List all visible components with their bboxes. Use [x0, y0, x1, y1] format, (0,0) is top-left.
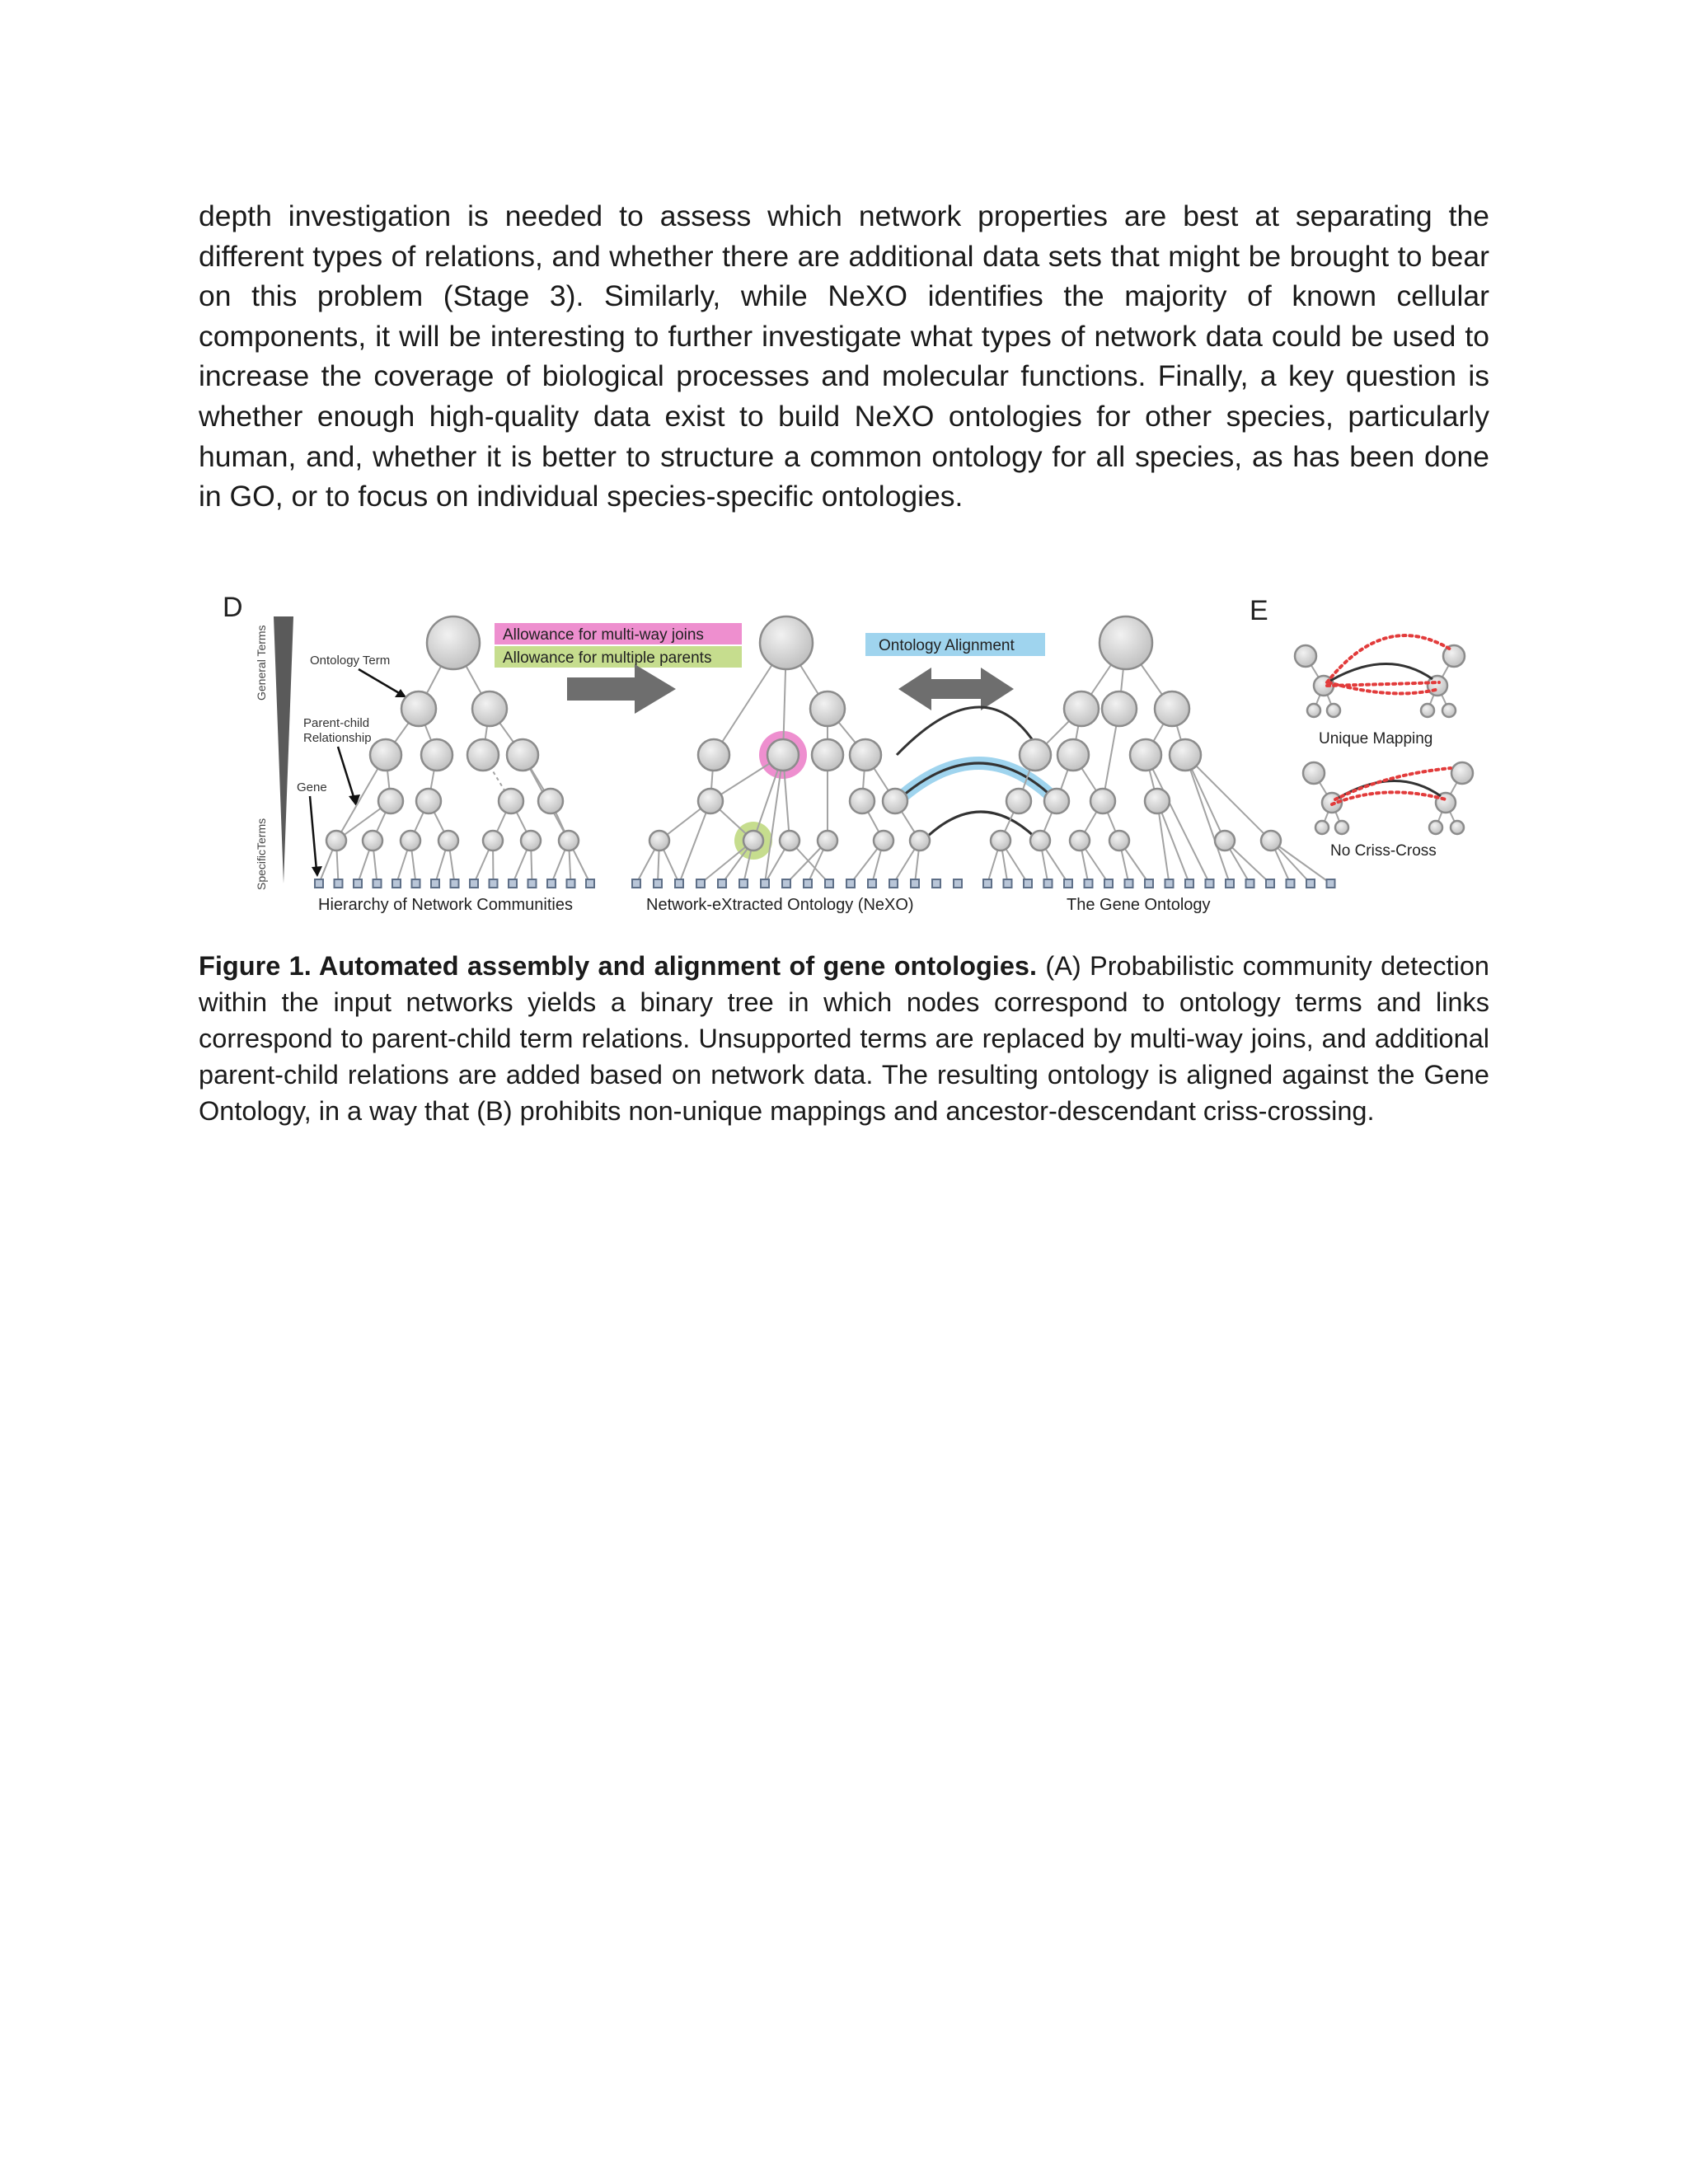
- gene-square: [868, 879, 876, 888]
- ontology-term-node: [910, 831, 930, 851]
- ontology-term-node: [1155, 691, 1189, 726]
- gene-square: [470, 879, 478, 888]
- gene-square: [354, 879, 362, 888]
- gene-square: [1327, 879, 1335, 888]
- ontology-term-node: [1327, 704, 1340, 717]
- gene-square: [1165, 879, 1174, 888]
- ontology-term-node: [1102, 691, 1137, 726]
- gene-square: [1125, 879, 1133, 888]
- gene-square: [1287, 879, 1295, 888]
- caption-text: (A) Probabilistic community detection within the input networks yields a binary tree in which nodes correspond to ontology terms and links correspond to parent-child term relations. Unsupported terms are replaced by multi-way joins, and additional parent-child relations are added based on network data. The resulting ontology is aligned against the Gene Ontology, in a way that (B) prohibits non-unique mappings and ancestor-descendant criss-crossing.: [199, 951, 1489, 1126]
- no-crisscross-label: No Criss-Cross: [1330, 842, 1437, 860]
- body-paragraph: depth investigation is needed to assess which network properties are best at separating the different types of relations, and whether there are additional data sets that might be brought to bear on this problem (Stage 3). Similarly, while NeXO identifies the majority of known cellular components, it will be interesting to further investigate what types of network data could be used to increase the coverage of biological processes and molecular functions. Finally, a key question is whether enough high-quality data exist to build NeXO ontologies for other species, particularly human, and, whether it is better to structure a common ontology for all species, as has been done in GO, or to focus on individual species-specific ontologies.: [199, 199, 1489, 513]
- gene-square: [911, 879, 919, 888]
- gene-square: [509, 879, 517, 888]
- ontology-term-node: [1030, 831, 1050, 851]
- ontology-term-node: [1006, 789, 1031, 813]
- gene-square: [1266, 879, 1274, 888]
- panel-d-letter: D: [223, 592, 243, 623]
- gene-square: [1206, 879, 1214, 888]
- gene-square: [825, 879, 833, 888]
- ontology-term-node: [472, 691, 507, 726]
- gene-square: [761, 879, 769, 888]
- gene-square: [373, 879, 382, 888]
- ontology-term-node: [810, 691, 845, 726]
- gene-square: [718, 879, 726, 888]
- ontology-term-node: [818, 831, 837, 851]
- gene-square: [567, 879, 575, 888]
- ontology-term-node: [1215, 831, 1235, 851]
- ontology-term-node: [1295, 645, 1316, 667]
- ontology-term-node: [521, 831, 541, 851]
- ontology-term-node: [812, 739, 843, 771]
- ontology-term-node: [370, 739, 401, 771]
- ontology-term-node: [991, 831, 1010, 851]
- ontology-term-node: [1145, 789, 1170, 813]
- gene-square: [1064, 879, 1072, 888]
- ontology-term-node: [874, 831, 893, 851]
- ontology-term-node: [401, 691, 436, 726]
- ontology-term-node: [767, 739, 799, 771]
- ontology-term-node: [1020, 739, 1051, 771]
- ontology-term-node: [416, 789, 441, 813]
- gene-square: [335, 879, 343, 888]
- gene-square: [451, 879, 459, 888]
- ontology-term-node: [1429, 821, 1442, 834]
- parent-child-edge: [1146, 755, 1210, 883]
- panel-e-letter: E: [1250, 595, 1268, 626]
- gene-square: [412, 879, 420, 888]
- ontology-term-node: [427, 616, 480, 669]
- specificity-wedge: [274, 616, 293, 883]
- go-caption: The Gene Ontology: [1067, 896, 1211, 914]
- gene-square: [954, 879, 962, 888]
- gene-square: [932, 879, 940, 888]
- ontology-term-node: [1064, 691, 1099, 726]
- ontology-term-node: [1170, 739, 1201, 771]
- ontology-term-node: [743, 831, 763, 851]
- ontology-term-node: [378, 789, 403, 813]
- parent-child-label-2: Relationship: [303, 731, 372, 745]
- ontology-term-node: [1451, 762, 1473, 784]
- ontology-term-node: [1261, 831, 1281, 851]
- ontology-term-node: [1130, 739, 1161, 771]
- ontology-term-node: [698, 789, 723, 813]
- ontology-term-node: [1421, 704, 1434, 717]
- gene-square: [782, 879, 790, 888]
- ontology-term-node: [780, 831, 799, 851]
- multiway-tag: Allowance for multi-way joins: [503, 626, 704, 644]
- gene-square: [1185, 879, 1193, 888]
- mapping-arc: [1330, 663, 1432, 681]
- gene-square: [315, 879, 323, 888]
- hierarchy-caption: Hierarchy of Network Communities: [318, 896, 573, 914]
- gene-square: [1024, 879, 1032, 888]
- ontology-term-node: [883, 789, 907, 813]
- ontology-term-node: [1044, 789, 1069, 813]
- forbidden-mapping: [1335, 768, 1451, 799]
- gene-square: [1306, 879, 1315, 888]
- alignment-tag: Ontology Alignment: [879, 637, 1015, 654]
- gene-square: [1044, 879, 1053, 888]
- axis-general-label: General Terms: [255, 625, 268, 701]
- gene-square: [1104, 879, 1113, 888]
- gene-square: [739, 879, 748, 888]
- forbidden-mapping: [1327, 635, 1451, 682]
- axis-specific-label: SpecificTerms: [255, 818, 268, 890]
- gene-square: [654, 879, 662, 888]
- figure-1: [214, 577, 1484, 927]
- ontology-term-node: [850, 789, 874, 813]
- caption-title: Figure 1. Automated assembly and alignment of gene ontologies.: [199, 951, 1038, 981]
- ontology-term-node: [1100, 616, 1152, 669]
- ontology-term-label: Ontology Term: [310, 654, 391, 668]
- figure-caption: [199, 948, 1489, 1129]
- parent-child-edge: [1185, 755, 1230, 883]
- gene-square: [1226, 879, 1234, 888]
- gene-square: [983, 879, 992, 888]
- gene-square: [586, 879, 594, 888]
- ontology-term-node: [1451, 821, 1464, 834]
- ontology-term-node: [438, 831, 458, 851]
- alignment-arrow: [898, 668, 1014, 710]
- ontology-term-node: [363, 831, 382, 851]
- gene-square: [431, 879, 439, 888]
- gene-square: [392, 879, 401, 888]
- ontology-term-node: [326, 831, 346, 851]
- gene-square: [846, 879, 855, 888]
- gene-square: [696, 879, 705, 888]
- ontology-term-node: [1090, 789, 1115, 813]
- ontology-term-node: [1070, 831, 1090, 851]
- ontology-term-node: [538, 789, 563, 813]
- gene-label: Gene: [297, 780, 327, 794]
- unique-mapping-label: Unique Mapping: [1319, 730, 1433, 748]
- gene-square: [490, 879, 498, 888]
- gene-square: [804, 879, 812, 888]
- ontology-term-node: [507, 739, 538, 771]
- ontology-term-node: [698, 739, 729, 771]
- nexo-caption: Network-eXtracted Ontology (NeXO): [646, 896, 914, 914]
- parent-child-edge: [1185, 755, 1271, 841]
- multiparent-tag: Allowance for multiple parents: [503, 649, 712, 667]
- ontology-term-node: [467, 739, 499, 771]
- ontology-term-node: [1442, 704, 1456, 717]
- ontology-term-node: [421, 739, 452, 771]
- alignment-arc: [897, 707, 1042, 755]
- gene-square: [632, 879, 640, 888]
- forward-arrow: [567, 664, 676, 714]
- ontology-term-node: [1335, 821, 1348, 834]
- annotation-arrows: [310, 669, 406, 877]
- gene-square: [1145, 879, 1153, 888]
- gene-square: [1246, 879, 1254, 888]
- gene-square: [675, 879, 683, 888]
- gene-square: [547, 879, 556, 888]
- ontology-term-node: [559, 831, 579, 851]
- gene-square: [1085, 879, 1093, 888]
- ontology-term-node: [1315, 821, 1329, 834]
- ontology-term-node: [1057, 739, 1089, 771]
- ontology-term-node: [649, 831, 669, 851]
- gene-square: [889, 879, 898, 888]
- ontology-term-node: [1303, 762, 1325, 784]
- alignment-arc-lower: [923, 812, 1039, 841]
- figure-diagram: [214, 577, 1484, 927]
- ontology-term-node: [401, 831, 420, 851]
- ontology-term-node: [760, 616, 813, 669]
- gene-square: [1004, 879, 1012, 888]
- ontology-term-node: [1307, 704, 1320, 717]
- ontology-term-node: [499, 789, 523, 813]
- parent-child-label-1: Parent-child: [303, 716, 370, 730]
- ontology-term-node: [1109, 831, 1129, 851]
- gene-square: [528, 879, 537, 888]
- ontology-term-node: [483, 831, 503, 851]
- ontology-term-node: [850, 739, 881, 771]
